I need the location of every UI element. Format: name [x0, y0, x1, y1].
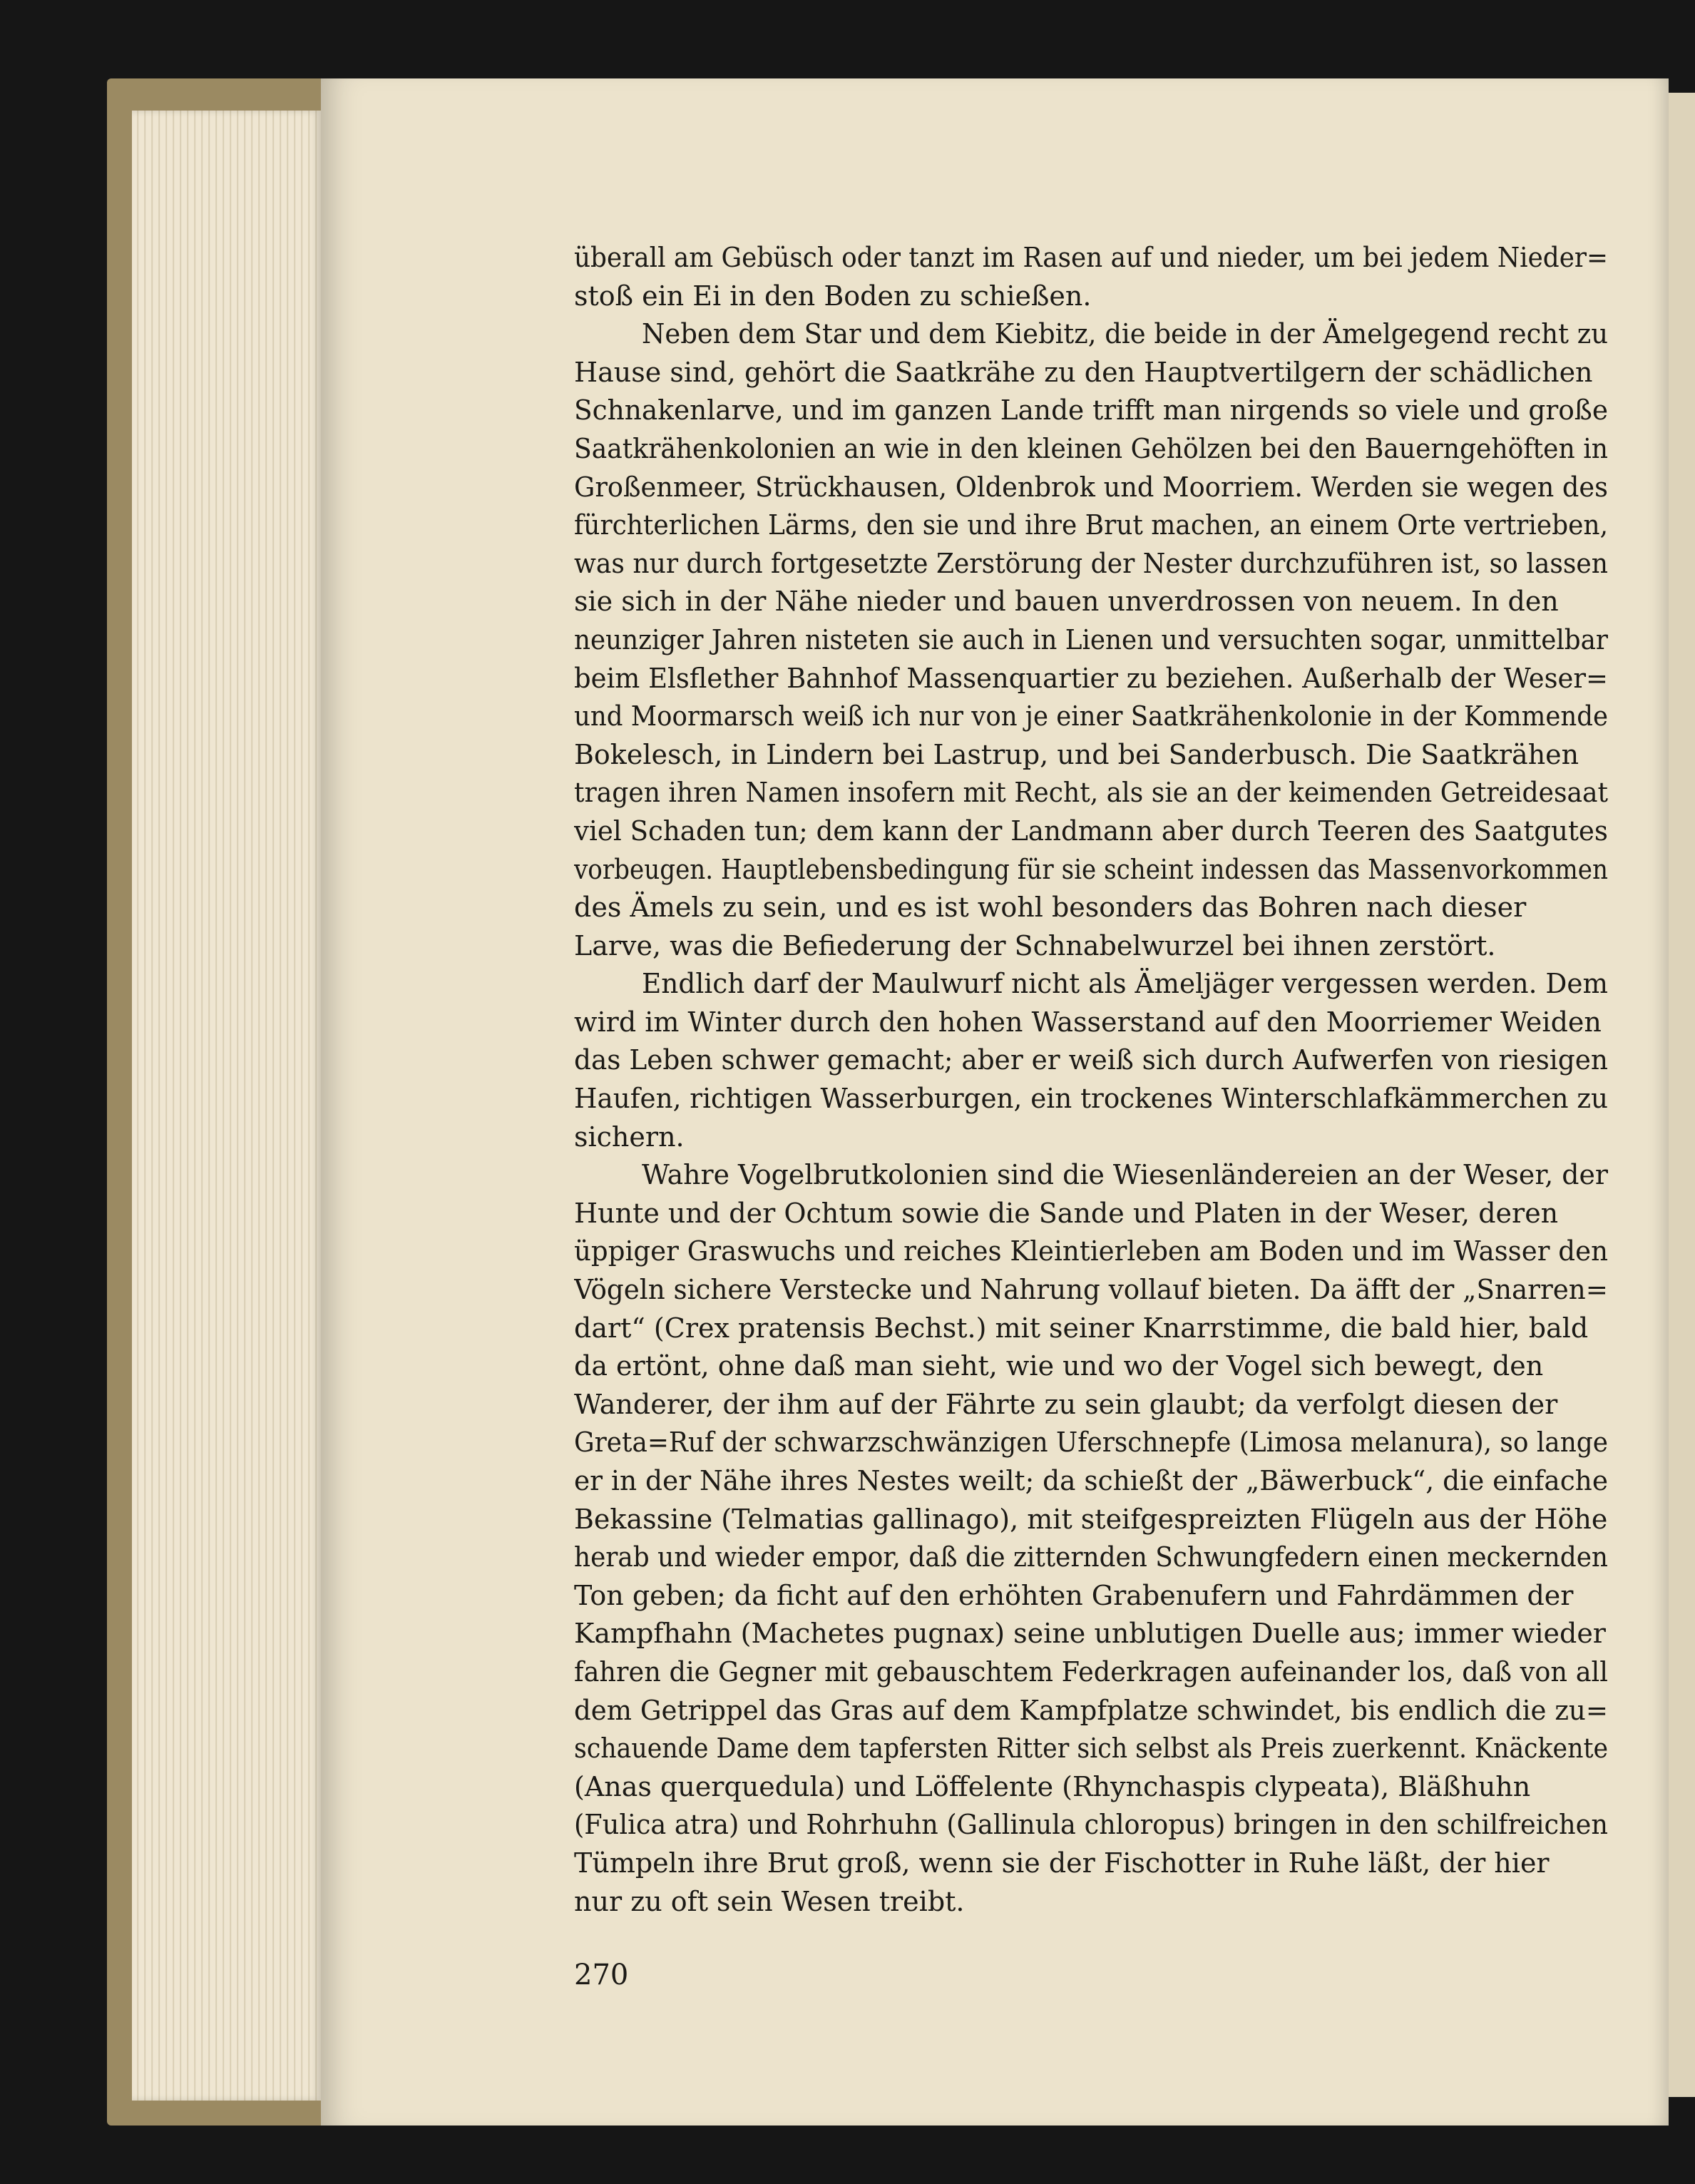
text-line: Wahre Vogelbrutkolonien sind die Wiesenländereien an der Weser, der [642, 1159, 1608, 1191]
text-line: des Ämels zu sein, und es ist wohl besonders das Bohren nach dieser [574, 892, 1527, 924]
book-page [321, 78, 1669, 2126]
text-line: Tümpeln ihre Brut groß, wenn sie der Fischotter in Ruhe läßt, der hier [574, 1847, 1550, 1879]
text-line: fahren die Gegner mit gebauschtem Federkragen aufeinander los, daß von all [574, 1655, 1608, 1688]
text-line: Großenmeer, Strückhausen, Oldenbrok und Moorriem. Werden sie wegen des [574, 471, 1608, 503]
text-line: Hunte und der Ochtum sowie die Sande und Platen in der Weser, deren [574, 1197, 1559, 1229]
text-line: was nur durch fortgesetzte Zerstörung der Nester durchzuführen ist, so lassen [574, 547, 1608, 579]
text-line: fürchterlichen Lärms, den sie und ihre Brut machen, an einem Orte vertrieben, [574, 509, 1608, 541]
text-line: dem Getrippel das Gras auf dem Kampfplatze schwindet, bis endlich die zu= [574, 1694, 1608, 1726]
text-line: da ertönt, ohne daß man sieht, wie und wo der Vogel sich bewegt, den [574, 1350, 1544, 1382]
text-line: Bokelesch, in Lindern bei Lastrup, und bei Sanderbusch. Die Saatkrähen [574, 738, 1579, 770]
body-text [574, 239, 1608, 1921]
text-line: dart“ (Crex pratensis Bechst.) mit seiner Knarrstimme, die bald hier, bald [574, 1312, 1589, 1344]
text-line: Greta=Ruf der schwarzschwänzigen Uferschnepfe (Limosa melanura), so lange [574, 1427, 1608, 1459]
text-line: Vögeln sichere Verstecke und Nahrung vollauf bieten. Da äfft der „Snarren= [574, 1274, 1608, 1306]
text-line: Saatkrähenkolonien an wie in den kleinen Gehölzen bei den Bauerngehöften in [574, 432, 1608, 464]
text-line: herab und wieder empor, daß die zitternden Schwungfedern einen meckernden [574, 1541, 1608, 1573]
text-line: Schnakenlarve, und im ganzen Lande trifft man nirgends so viele und große [574, 394, 1608, 427]
text-line: Endlich darf der Maulwurf nicht als Ämeljäger vergessen werden. Dem [642, 968, 1608, 1000]
text-line: das Leben schwer gemacht; aber er weiß sich durch Aufwerfen von riesigen [574, 1044, 1608, 1076]
text-line: Kampfhahn (Machetes pugnax) seine unblutigen Duelle aus; immer wieder [574, 1618, 1606, 1650]
text-line: viel Schaden tun; dem kann der Landmann aber durch Teeren des Saatgutes [574, 815, 1608, 847]
text-line: schauende Dame dem tapfersten Ritter sich selbst als Preis zuerkennt. Knäckente [574, 1733, 1608, 1765]
text-line: (Anas querquedula) und Löffelente (Rhynchaspis clypeata), Bläßhuhn [574, 1770, 1531, 1802]
text-line: sichern. [574, 1121, 685, 1153]
text-line: tragen ihren Namen insofern mit Recht, als sie an der keimenden Getreidesaat [574, 777, 1608, 809]
text-line: sie sich in der Nähe nieder und bauen unverdrossen von neuem. In den [574, 586, 1559, 618]
text-line: Wanderer, der ihm auf der Fährte zu sein glaubt; da verfolgt diesen der [574, 1388, 1558, 1420]
page-edges [132, 111, 321, 2101]
text-line: (Fulica atra) und Rohrhuhn (Gallinula chloropus) bringen in den schilfreichen [574, 1809, 1608, 1841]
text-line: überall am Gebüsch oder tanzt im Rasen auf und nieder, um bei jedem Nieder= [574, 242, 1608, 273]
text-line: Larve, was die Befiederung der Schnabelwurzel bei ihnen zerstört. [574, 929, 1496, 961]
text-line: Neben dem Star und dem Kiebitz, die beide in der Ämelgegend recht zu [642, 318, 1608, 350]
text-line: Haufen, richtigen Wasserburgen, ein trockenes Winterschlafkämmerchen zu [574, 1083, 1608, 1115]
facing-page-edge [1669, 93, 1695, 2097]
text-line: Ton geben; da ficht auf den erhöhten Grabenufern und Fahrdämmen der [574, 1579, 1574, 1611]
text-line: Hause sind, gehört die Saatkrähe zu den Hauptvertilgern der schädlichen [574, 356, 1593, 388]
text-line: stoß ein Ei in den Boden zu schießen. [574, 280, 1092, 312]
text-line: vorbeugen. Hauptlebensbedingung für sie scheint indessen das Massenvorkommen [574, 853, 1608, 885]
text-line: und Moormarsch weiß ich nur von je einer Saatkrähenkolonie in der Kommende [574, 700, 1608, 733]
text-line: üppiger Graswuchs und reiches Kleintierleben am Boden und im Wasser den [574, 1235, 1608, 1267]
text-line: nur zu oft sein Wesen treibt. [574, 1885, 965, 1917]
text-line: er in der Nähe ihres Nestes weilt; da schießt der „Bäwerbuck“, die einfache [574, 1465, 1608, 1496]
text-line: wird im Winter durch den hohen Wasserstand auf den Moorriemer Weiden [574, 1006, 1602, 1038]
text-line: Bekassine (Telmatias gallinago), mit steifgespreizten Flügeln aus der Höhe [574, 1503, 1608, 1535]
page-number: 270 [574, 1959, 629, 1991]
text-line: neunziger Jahren nisteten sie auch in Lienen und versuchten sogar, unmittelbar [574, 623, 1608, 655]
text-line: beim Elsflether Bahnhof Massenquartier zu beziehen. Außerhalb der Weser= [574, 662, 1608, 694]
